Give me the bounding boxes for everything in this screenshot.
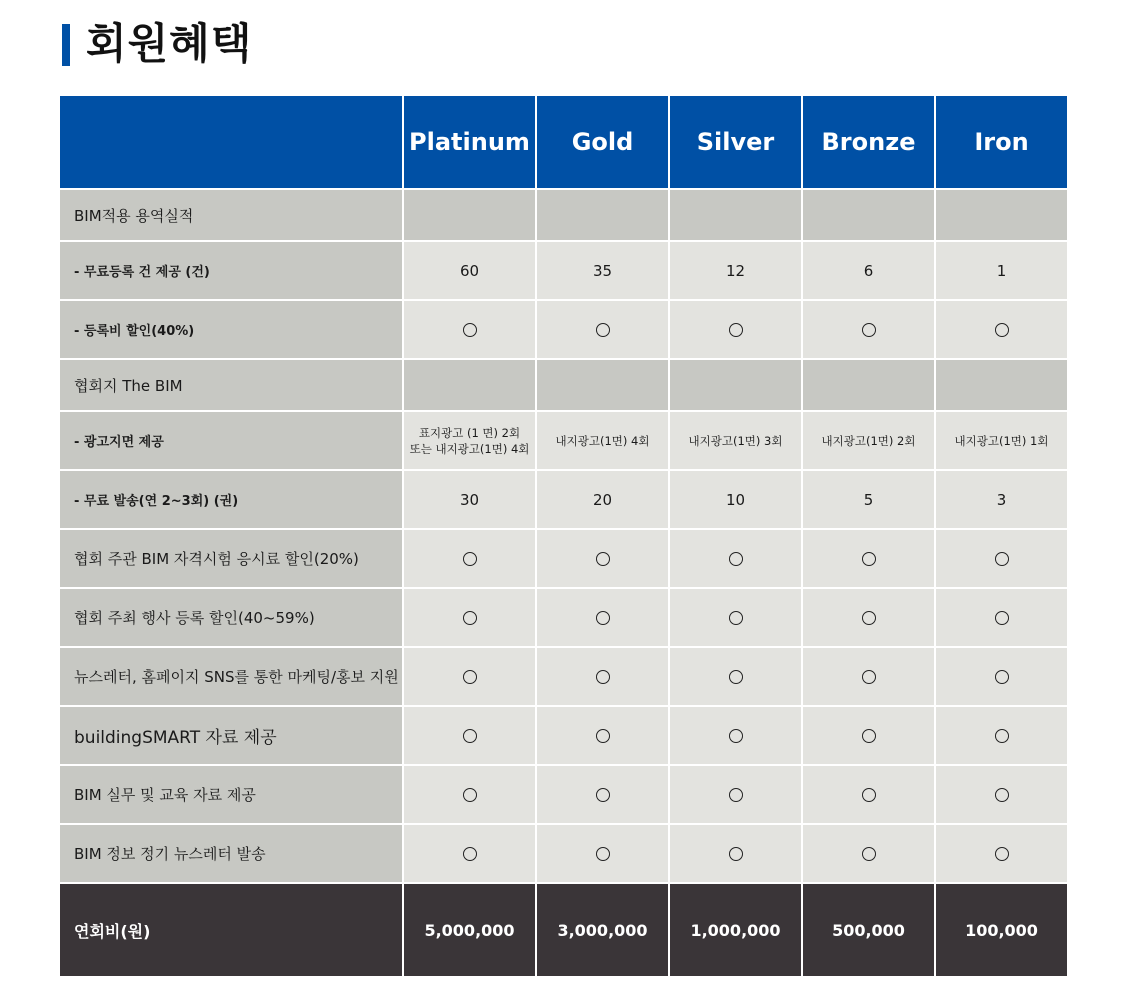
included-bronze [802,824,935,883]
section-cell-silver [669,189,802,241]
included-silver [669,706,802,765]
circle-mark-icon [995,611,1009,625]
circle-mark-icon [596,788,610,802]
annual-fee-row [59,883,1068,977]
circle-mark-icon [995,847,1009,861]
circle-mark-icon [463,670,477,684]
included-silver [669,647,802,706]
benefit-label: - 무료 발송(연 2~3회) (권) [59,470,403,529]
annual-fee-iron: 100,000 [935,883,1068,977]
included-iron [935,300,1068,359]
circle-mark-icon [995,670,1009,684]
included-bronze [802,588,935,647]
included-platinum [403,824,536,883]
benefit-row [59,411,1068,470]
tier-header-iron: Iron [935,95,1068,189]
benefit-row [59,241,1068,300]
ad-space-silver [669,411,802,470]
title-accent-bar [62,24,70,66]
benefit-label: buildingSMART 자료 제공 [59,706,403,765]
included-iron [935,765,1068,824]
tier-header-bronze: Bronze [802,95,935,189]
benefit-row [59,765,1068,824]
included-silver [669,588,802,647]
benefit-row [59,706,1068,765]
ad-space-line: 내지광고(1면) 2회 [821,433,916,448]
benefit-label: 뉴스레터, 홈페이지 SNS를 통한 마케팅/홍보 지원 [59,647,403,706]
included-silver [669,765,802,824]
section-cell-platinum [403,189,536,241]
circle-mark-icon [729,323,743,337]
included-platinum [403,765,536,824]
included-bronze [802,529,935,588]
circle-mark-icon [596,611,610,625]
section-label: BIM적용 용역실적 [59,189,403,241]
benefit-label: - 광고지면 제공 [59,411,403,470]
circle-mark-icon [862,323,876,337]
circle-mark-icon [995,323,1009,337]
page-title: 회원혜택 [86,19,253,68]
value-iron: 1 [935,241,1068,300]
section-cell-gold [536,189,669,241]
circle-mark-icon [995,729,1009,743]
annual-fee-platinum: 5,000,000 [403,883,536,977]
ad-space-line: 표지광고 (1 면) 2회 [418,425,521,440]
circle-mark-icon [862,847,876,861]
value-bronze: 5 [802,470,935,529]
included-silver [669,300,802,359]
circle-mark-icon [596,729,610,743]
circle-mark-icon [862,670,876,684]
included-platinum [403,529,536,588]
included-platinum [403,588,536,647]
section-cell-bronze [802,189,935,241]
included-silver [669,529,802,588]
benefit-row [59,824,1068,883]
circle-mark-icon [729,847,743,861]
ad-space-line: 또는 내지광고(1면) 4회 [409,441,530,456]
included-iron [935,588,1068,647]
value-bronze: 6 [802,241,935,300]
annual-fee-label: 연회비(원) [59,883,403,977]
circle-mark-icon [596,552,610,566]
benefit-label: - 무료등록 건 제공 (건) [59,241,403,300]
included-bronze [802,706,935,765]
membership-benefits-table [58,94,1069,978]
circle-mark-icon [862,552,876,566]
value-platinum: 30 [403,470,536,529]
value-iron: 3 [935,470,1068,529]
included-gold [536,706,669,765]
circle-mark-icon [729,788,743,802]
value-gold: 20 [536,470,669,529]
benefits-body [59,189,1068,883]
included-iron [935,824,1068,883]
circle-mark-icon [463,788,477,802]
circle-mark-icon [995,788,1009,802]
header-corner [59,95,403,189]
benefit-label: 협회 주관 BIM 자격시험 응시료 할인(20%) [59,529,403,588]
ad-space-platinum [403,411,536,470]
circle-mark-icon [596,847,610,861]
section-cell-iron [935,189,1068,241]
benefit-row [59,300,1068,359]
circle-mark-icon [729,670,743,684]
circle-mark-icon [596,323,610,337]
value-silver: 12 [669,241,802,300]
circle-mark-icon [463,847,477,861]
section-cell-gold [536,359,669,411]
benefit-label: BIM 정보 정기 뉴스레터 발송 [59,824,403,883]
circle-mark-icon [995,552,1009,566]
included-gold [536,824,669,883]
circle-mark-icon [463,323,477,337]
included-gold [536,588,669,647]
included-platinum [403,706,536,765]
included-platinum [403,647,536,706]
circle-mark-icon [463,552,477,566]
annual-fee-gold: 3,000,000 [536,883,669,977]
tier-header-silver: Silver [669,95,802,189]
value-gold: 35 [536,241,669,300]
included-platinum [403,300,536,359]
included-gold [536,765,669,824]
section-row [59,189,1068,241]
tier-header-row [59,95,1068,189]
section-cell-silver [669,359,802,411]
benefit-row [59,470,1068,529]
ad-space-line: 내지광고(1면) 1회 [954,433,1049,448]
ad-space-line: 내지광고(1면) 4회 [555,433,650,448]
annual-fee-bronze: 500,000 [802,883,935,977]
benefit-label: 협회 주최 행사 등록 할인(40~59%) [59,588,403,647]
included-gold [536,300,669,359]
section-cell-iron [935,359,1068,411]
value-platinum: 60 [403,241,536,300]
ad-space-iron [935,411,1068,470]
included-bronze [802,765,935,824]
benefit-row [59,588,1068,647]
benefit-label: BIM 실무 및 교육 자료 제공 [59,765,403,824]
section-cell-bronze [802,359,935,411]
circle-mark-icon [463,729,477,743]
circle-mark-icon [596,670,610,684]
tier-header-gold: Gold [536,95,669,189]
circle-mark-icon [729,611,743,625]
circle-mark-icon [729,552,743,566]
ad-space-bronze [802,411,935,470]
included-iron [935,706,1068,765]
annual-fee-silver: 1,000,000 [669,883,802,977]
included-iron [935,529,1068,588]
tier-header-platinum: Platinum [403,95,536,189]
included-bronze [802,647,935,706]
ad-space-gold [536,411,669,470]
benefit-row [59,529,1068,588]
circle-mark-icon [463,611,477,625]
section-label: 협회지 The BIM [59,359,403,411]
circle-mark-icon [729,729,743,743]
section-cell-platinum [403,359,536,411]
included-iron [935,647,1068,706]
included-gold [536,647,669,706]
ad-space-line: 내지광고(1면) 3회 [688,433,783,448]
circle-mark-icon [862,788,876,802]
benefit-row [59,647,1068,706]
value-silver: 10 [669,470,802,529]
circle-mark-icon [862,729,876,743]
included-gold [536,529,669,588]
section-row [59,359,1068,411]
circle-mark-icon [862,611,876,625]
benefit-label: - 등록비 할인(40%) [59,300,403,359]
included-bronze [802,300,935,359]
included-silver [669,824,802,883]
